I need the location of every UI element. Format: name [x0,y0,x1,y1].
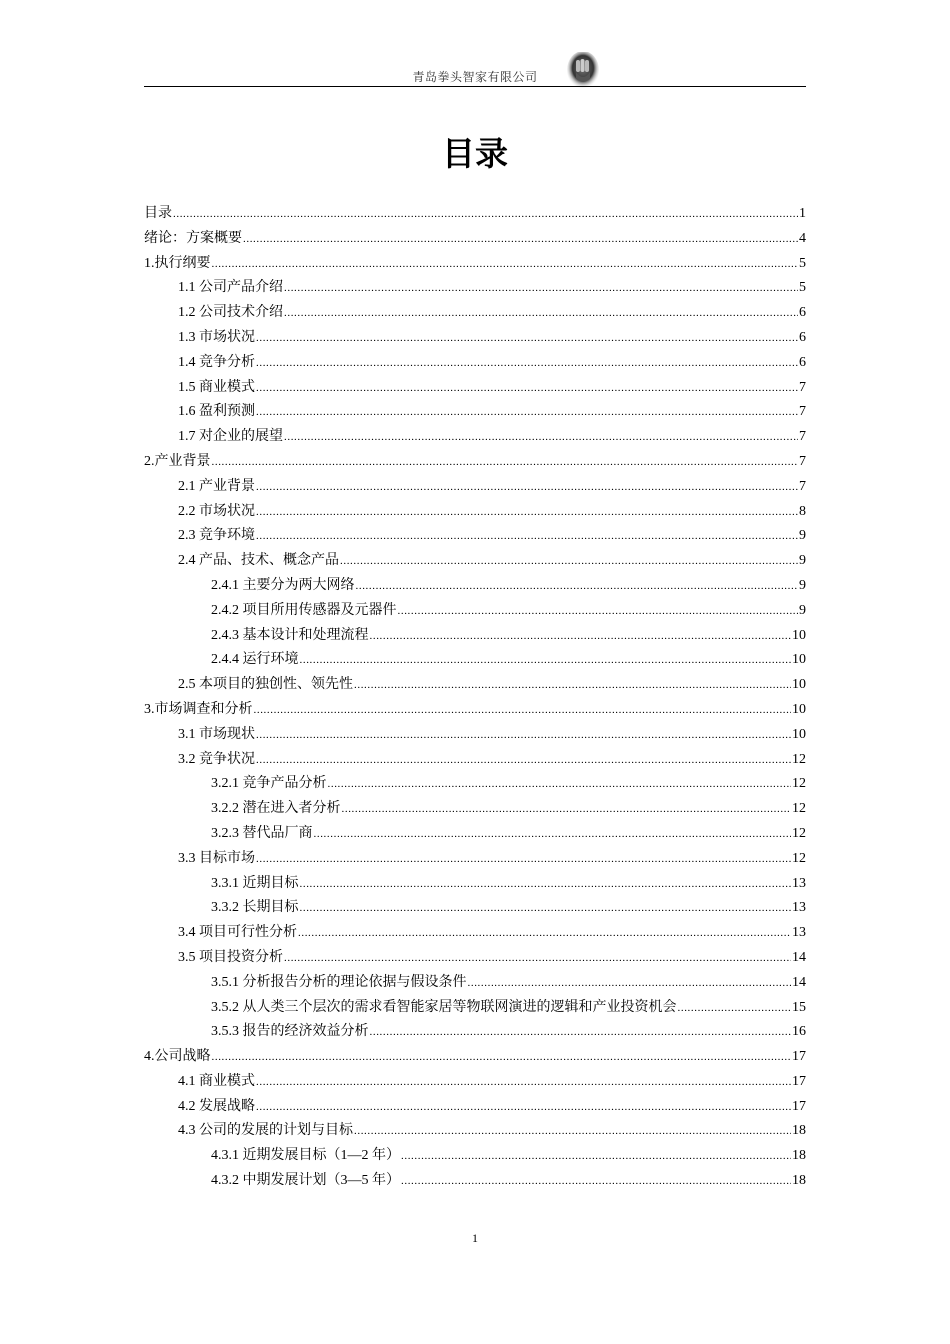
toc-entry-page: 7 [799,379,806,395]
toc-entry-page: 4 [799,230,806,246]
toc-entry[interactable] [144,549,806,574]
toc-entry-title: 3.5.1 分析报告分析的理论依据与假设条件 [211,974,467,990]
toc-dot-leader [256,1070,791,1095]
toc-entry-title: 3.5.3 报告的经济效益分析 [211,1024,369,1040]
toc-entry-page: 17 [792,1073,806,1089]
toc-entry-page: 9 [799,577,806,593]
toc-dot-leader [256,326,798,351]
toc-entry-page: 13 [792,875,806,891]
toc-entry[interactable] [144,996,806,1021]
toc-entry-page: 18 [792,1173,806,1189]
toc-entry[interactable] [144,276,806,301]
toc-entry[interactable] [144,872,806,897]
toc-entry[interactable] [144,599,806,624]
toc-entry-page: 10 [792,652,806,668]
toc-entry-title: 3.4 项目可行性分析 [178,925,297,941]
toc-entry-page: 17 [792,1049,806,1065]
toc-entry[interactable] [144,301,806,326]
toc-entry[interactable] [144,971,806,996]
toc-dot-leader [284,276,798,301]
toc-entry[interactable] [144,673,806,698]
toc-entry[interactable] [144,450,806,475]
toc-entry-title: 1.1 公司产品介绍 [178,280,283,296]
toc-entry[interactable] [144,822,806,847]
toc-entry-title: 2.2 市场状况 [178,503,255,519]
toc-entry[interactable] [144,326,806,351]
toc-entry-title: 2.产业背景 [144,453,211,469]
toc-entry-page: 10 [792,701,806,717]
toc-entry-page: 10 [792,627,806,643]
toc-entry-title: 2.4.2 项目所用传感器及元器件 [211,602,397,618]
toc-entry-title: 3.3.1 近期目标 [211,875,299,891]
toc-entry-page: 9 [799,602,806,618]
toc-dot-leader [401,1144,791,1169]
toc-entry-title: 2.4 产品、技术、概念产品 [178,553,339,569]
toc-entry-title: 目录 [144,206,172,221]
toc-entry-title: 3.2.3 替代品厂商 [211,825,313,841]
toc-entry-page: 9 [799,528,806,544]
toc-entry-page: 14 [792,949,806,965]
toc-entry-page: 6 [799,305,806,321]
company-name: 青岛拳头智家有限公司 [412,70,538,84]
toc-dot-leader [256,376,798,401]
toc-entry-page: 6 [799,354,806,370]
toc-dot-leader [300,872,792,897]
toc-entry-page: 15 [792,999,806,1015]
toc-entry[interactable] [144,574,806,599]
toc-entry-title: 4.1 商业模式 [178,1073,255,1089]
toc-entry-title: 1.3 市场状况 [178,329,255,345]
toc-dot-leader [256,524,798,549]
toc-entry[interactable] [144,648,806,673]
header-rule [144,86,806,87]
toc-dot-leader [256,400,798,425]
toc-entry-title: 1.5 商业模式 [178,379,255,395]
toc-dot-leader [370,624,792,649]
toc-entry-title: 2.3 竞争环境 [178,528,255,544]
toc-dot-leader [212,252,799,277]
toc-entry-title: 2.5 本项目的独创性、领先性 [178,677,353,693]
toc-dot-leader [284,301,798,326]
toc-entry-title: 4.3.1 近期发展目标（1—2 年） [211,1148,400,1164]
toc-entry[interactable] [144,748,806,773]
toc-entry[interactable] [144,425,806,450]
toc-entry[interactable] [144,1095,806,1120]
toc-entry-page: 12 [792,751,806,767]
toc-dot-leader [342,797,792,822]
toc-entry-page: 10 [792,677,806,693]
toc-entry[interactable] [144,1070,806,1095]
toc-entry-page: 13 [792,900,806,916]
toc-dot-leader [212,1045,792,1070]
toc-entry-title: 3.5 项目投资分析 [178,949,283,965]
toc-entry-title: 4.2 发展战略 [178,1098,255,1114]
toc-entry-title: 1.2 公司技术介绍 [178,305,283,321]
toc-entry[interactable] [144,698,806,723]
toc-entry-title: 3.市场调查和分析 [144,701,253,717]
page-header [144,60,806,88]
toc-entry[interactable] [144,376,806,401]
toc-dot-leader [256,748,791,773]
toc-entry-page: 7 [799,478,806,494]
toc-dot-leader [370,1020,792,1045]
toc-entry-page: 16 [792,1024,806,1040]
toc-entry[interactable] [144,227,806,252]
toc-entry[interactable] [144,475,806,500]
toc-entry[interactable] [144,797,806,822]
toc-dot-leader [284,946,791,971]
toc-dot-leader [254,698,792,723]
toc-entry-title: 3.3 目标市场 [178,850,255,866]
toc-entry[interactable] [144,1169,806,1194]
toc-dot-leader [468,971,792,996]
toc-entry-title: 3.2.1 竞争产品分析 [211,776,327,792]
toc-dot-leader [300,648,792,673]
toc-entry[interactable] [144,723,806,748]
toc-entry-page: 17 [792,1098,806,1114]
toc-entry-title: 1.执行纲要 [144,255,211,271]
toc-entry-title: 2.4.4 运行环境 [211,652,299,668]
toc-entry-title: 1.4 竞争分析 [178,354,255,370]
toc-entry-title: 1.7 对企业的展望 [178,429,283,445]
toc-entry[interactable] [144,1020,806,1045]
toc-entry[interactable] [144,946,806,971]
toc-entry-title: 2.4.3 基本设计和处理流程 [211,627,369,643]
toc-entry-title: 2.1 产业背景 [178,478,255,494]
toc-entry-page: 7 [799,429,806,445]
toc-entry-page: 18 [792,1148,806,1164]
toc-entry-page: 7 [799,404,806,420]
toc-entry[interactable] [144,252,806,277]
toc-entry[interactable] [144,1119,806,1144]
toc-dot-leader [398,599,799,624]
toc-entry-page: 18 [792,1123,806,1139]
toc-entry-title: 4.公司战略 [144,1049,211,1065]
toc-entry-page: 5 [799,280,806,296]
toc-dot-leader [678,996,792,1021]
toc-dot-leader [401,1169,791,1194]
toc-dot-leader [354,673,791,698]
page-title: 目录 [442,134,508,173]
toc-dot-leader [314,822,792,847]
toc-entry-page: 6 [799,329,806,345]
toc-dot-leader [354,1119,791,1144]
toc-dot-leader [256,723,791,748]
toc-dot-leader [284,425,798,450]
toc-dot-leader [173,202,798,227]
toc-entry[interactable] [144,896,806,921]
toc-entry[interactable] [144,921,806,946]
toc-entry-page: 7 [799,453,806,469]
toc-entry-title: 3.3.2 长期目标 [211,900,299,916]
toc-entry-page: 5 [799,255,806,271]
toc-entry[interactable] [144,351,806,376]
toc-entry-page: 13 [792,925,806,941]
toc-dot-leader [298,921,791,946]
toc-entry-page: 12 [792,776,806,792]
toc-dot-leader [356,574,799,599]
toc-entry-page: 12 [792,825,806,841]
toc-entry-title: 3.5.2 从人类三个层次的需求看智能家居等物联网演进的逻辑和产业投资机会 [211,999,677,1015]
toc-dot-leader [256,500,798,525]
toc-entry[interactable] [144,772,806,797]
toc-entry-title: 绪论：方案概要 [144,230,242,246]
toc-entry-page: 14 [792,974,806,990]
toc-entry-page: 8 [799,503,806,519]
toc-entry[interactable] [144,524,806,549]
toc-entry-page: 9 [799,553,806,569]
toc-dot-leader [256,847,791,872]
toc-dot-leader [256,475,798,500]
toc-entry-title: 3.1 市场现状 [178,726,255,742]
toc-entry-title: 3.2.2 潜在进入者分析 [211,801,341,817]
toc-entry[interactable] [144,847,806,872]
toc-entry-title: 1.6 盈利预测 [178,404,255,420]
page-number: 1 [472,1231,478,1245]
toc-entry-title: 3.2 竞争状况 [178,751,255,767]
toc-dot-leader [328,772,792,797]
toc-dot-leader [256,351,798,376]
toc-entry-page: 12 [792,850,806,866]
toc-dot-leader [256,1095,791,1120]
toc-entry[interactable] [144,624,806,649]
toc-entry-page: 10 [792,726,806,742]
toc-entry[interactable] [144,1045,806,1070]
toc-entry[interactable] [144,202,806,227]
toc-entry-title: 4.3 公司的发展的计划与目标 [178,1123,353,1139]
toc-dot-leader [340,549,798,574]
toc-entry-title: 2.4.1 主要分为两大网络 [211,577,355,593]
toc-entry[interactable] [144,1144,806,1169]
toc-entry-page: 1 [799,206,806,221]
toc-entry-page: 12 [792,801,806,817]
toc-entry[interactable] [144,400,806,425]
toc-entry-title: 4.3.2 中期发展计划（3—5 年） [211,1173,400,1189]
toc-dot-leader [300,896,792,921]
table-of-contents [144,202,806,1194]
toc-dot-leader [243,227,798,252]
toc-dot-leader [212,450,799,475]
toc-entry[interactable] [144,500,806,525]
